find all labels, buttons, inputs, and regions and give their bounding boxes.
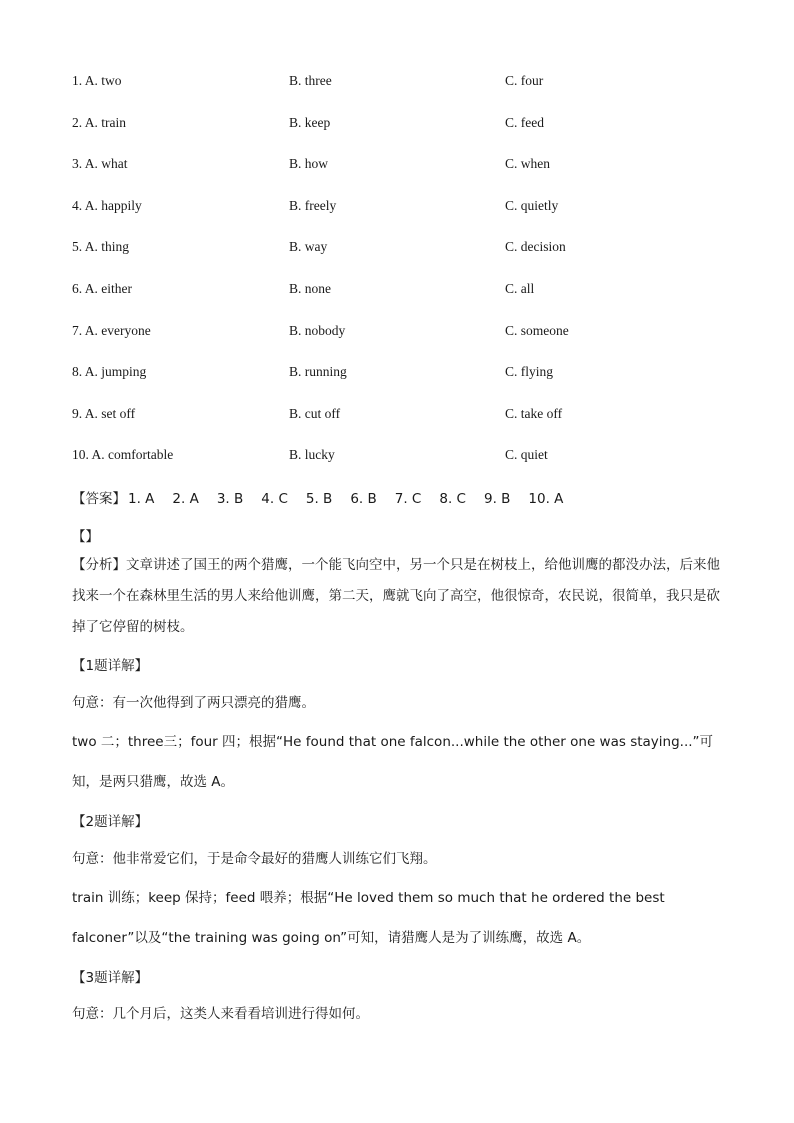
option-row xyxy=(72,114,732,156)
option-b: B. keep xyxy=(289,114,331,130)
answer-item: 3. B xyxy=(216,491,244,507)
option-a: 4. A. happily xyxy=(72,197,142,213)
option-row xyxy=(72,197,732,239)
option-c: C. feed xyxy=(505,114,544,130)
analysis-paragraph xyxy=(72,550,728,643)
option-row xyxy=(72,238,732,280)
option-b: B. lucky xyxy=(289,447,335,463)
option-row xyxy=(72,280,732,322)
q2-detail: train 训练；keep 保持；feed 喂养；根据“He loved them so much that he ordered the best falconer”以及“the training was going on”可知，请猎鹰人是为了训练鹰，故选 A。 xyxy=(72,890,665,946)
option-a: 1. A. two xyxy=(72,73,122,88)
option-b: B. three xyxy=(289,73,332,88)
answer-item: 7. C xyxy=(394,491,422,507)
option-a: 6. A. either xyxy=(72,280,132,296)
option-a: 10. A. comfortable xyxy=(72,447,174,463)
option-row xyxy=(72,155,732,197)
option-a: 2. A. train xyxy=(72,114,126,130)
option-row xyxy=(72,322,732,364)
option-b: B. how xyxy=(289,156,329,172)
q2-heading: 【2题详解】 xyxy=(72,814,149,830)
empty-bracket: 【】 xyxy=(72,529,99,545)
option-a: 3. A. what xyxy=(72,156,128,172)
option-row xyxy=(72,363,732,405)
option-row xyxy=(72,72,732,114)
option-c: C. quiet xyxy=(505,447,548,463)
option-b: B. way xyxy=(289,239,328,255)
option-b: B. freely xyxy=(289,197,337,213)
option-a: 5. A. thing xyxy=(72,239,130,255)
option-row xyxy=(72,446,732,488)
answer-item: 8. C xyxy=(439,491,466,507)
q1-heading: 【1题详解】 xyxy=(72,658,149,674)
option-row xyxy=(72,405,732,447)
answer-label: 【答案】 xyxy=(72,491,126,507)
options-list xyxy=(72,72,732,488)
option-b: B. nobody xyxy=(289,322,346,338)
q1-detail: two 二；three三；four 四；根据“He found that one falcon...while the other one was staying...”可知，是两只猎鹰，故选 A。 xyxy=(72,734,714,790)
option-a: 8. A. jumping xyxy=(72,364,147,380)
analysis-text: 文章讲述了国王的两个猎鹰，一个能飞向空中，另一个只是在树枝上，给他训鹰的都没办法，后来他找来一个在森林里生活的男人来给他训鹰，第二天，鹰就飞向了高空，他很惊奇，农民说，很简单，我只是砍掉了它停留的树枝。 xyxy=(72,557,720,635)
option-c: C. decision xyxy=(505,239,566,255)
answer-item: 4. C xyxy=(261,491,288,507)
option-c: C. all xyxy=(505,280,535,296)
option-b: B. running xyxy=(289,364,347,380)
q3-meaning: 句意：几个月后，这类人来看看培训进行得如何。 xyxy=(72,1006,369,1022)
option-a: 9. A. set off xyxy=(72,405,136,421)
option-c: C. when xyxy=(505,156,550,172)
option-b: B. none xyxy=(289,280,331,296)
option-c: C. flying xyxy=(505,364,554,380)
option-c: C. take off xyxy=(505,405,563,421)
answer-item: 1. A xyxy=(128,491,155,507)
option-a: 7. A. everyone xyxy=(72,322,151,338)
q1-meaning: 句意：有一次他得到了两只漂亮的猎鹰。 xyxy=(72,695,315,711)
option-c: C. four xyxy=(505,73,544,88)
option-c: C. someone xyxy=(505,322,569,338)
q3-heading: 【3题详解】 xyxy=(72,970,149,986)
answer-line xyxy=(72,487,581,507)
answer-item: 10. A xyxy=(528,491,564,507)
answer-item: 5. B xyxy=(305,491,333,507)
answer-item: 2. A xyxy=(172,491,199,507)
option-b: B. cut off xyxy=(289,405,341,421)
analysis-label: 【分析】 xyxy=(72,557,126,573)
option-c: C. quietly xyxy=(505,197,559,213)
answer-item: 6. B xyxy=(350,491,377,507)
q2-meaning: 句意：他非常爱它们，于是命令最好的猎鹰人训练它们飞翔。 xyxy=(72,851,437,867)
answer-item: 9. B xyxy=(483,491,511,507)
